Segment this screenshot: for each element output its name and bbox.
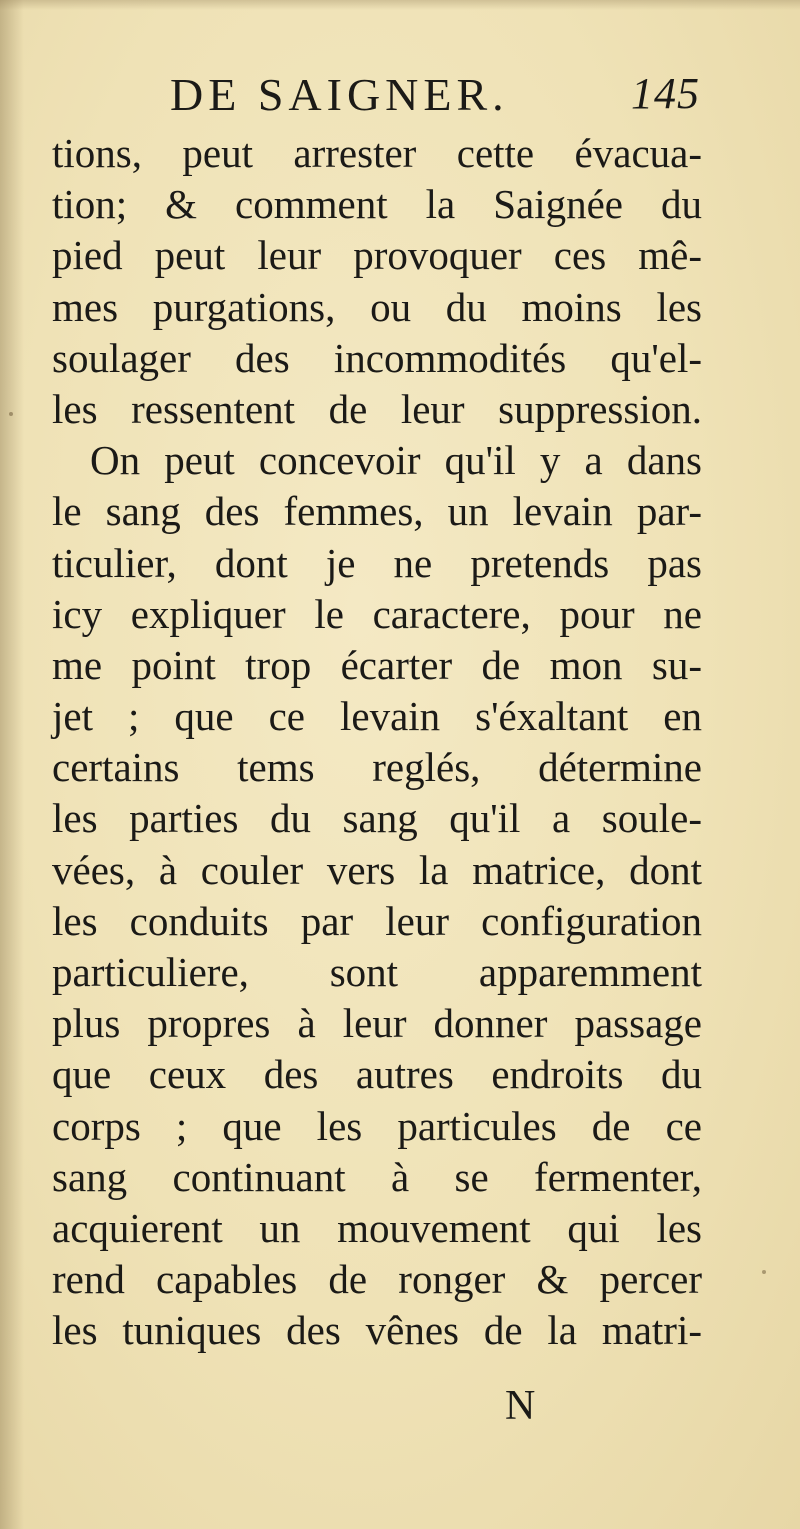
text-line: mes purgations, ou du moins les xyxy=(52,283,702,330)
text-line: les parties du sang qu'il a soule- xyxy=(52,795,702,842)
page-number: 145 xyxy=(631,69,700,118)
text-line: que ceux des autres endroits du xyxy=(52,1051,702,1098)
text-line: certains tems reglés, détermine xyxy=(52,744,702,791)
text-line: vées, à couler vers la matrice, dont xyxy=(52,846,702,893)
text-line: me point trop écarter de mon su- xyxy=(52,641,702,688)
text-line: acquierent un mouvement qui les xyxy=(52,1204,702,1251)
text-line: On peut concevoir qu'il y a dans xyxy=(90,437,702,484)
text-line: jet ; que ce levain s'éxaltant en xyxy=(52,693,702,740)
text-line: soulager des incommodités qu'el- xyxy=(52,334,702,381)
signature-mark: N xyxy=(505,1383,536,1429)
text-line: particuliere, sont apparemment xyxy=(52,949,702,995)
text-line: corps ; que les particules de ce xyxy=(52,1102,702,1149)
paper-speck xyxy=(762,1270,766,1274)
body-text xyxy=(52,128,702,1357)
text-line: rend capables de ronger & percer xyxy=(52,1256,702,1303)
text-line: les conduits par leur configuration xyxy=(52,897,702,944)
paper-speck xyxy=(9,412,13,416)
page-top-edge xyxy=(0,0,800,10)
text-line: plus propres à leur donner passage xyxy=(52,1000,702,1047)
text-line: tions, peut arrester cette évacua- xyxy=(52,130,702,176)
text-line: pied peut leur provoquer ces mê- xyxy=(52,232,702,279)
text-line: le sang des femmes, un levain par- xyxy=(52,488,702,535)
text-line: ticulier, dont je ne pretends pas xyxy=(52,539,702,586)
text-line: sang continuant à se fermenter, xyxy=(52,1153,702,1200)
running-head xyxy=(170,62,700,122)
running-head-title: DE SAIGNER. xyxy=(170,69,509,120)
text-line: les ressentent de leur suppression. xyxy=(52,385,702,432)
text-line: les tuniques des vênes de la matri- xyxy=(52,1307,702,1354)
text-line: icy expliquer le caractere, pour ne xyxy=(52,590,702,637)
page-spine-shadow xyxy=(0,0,24,1529)
text-line: tion; & comment la Saignée du xyxy=(52,181,702,228)
